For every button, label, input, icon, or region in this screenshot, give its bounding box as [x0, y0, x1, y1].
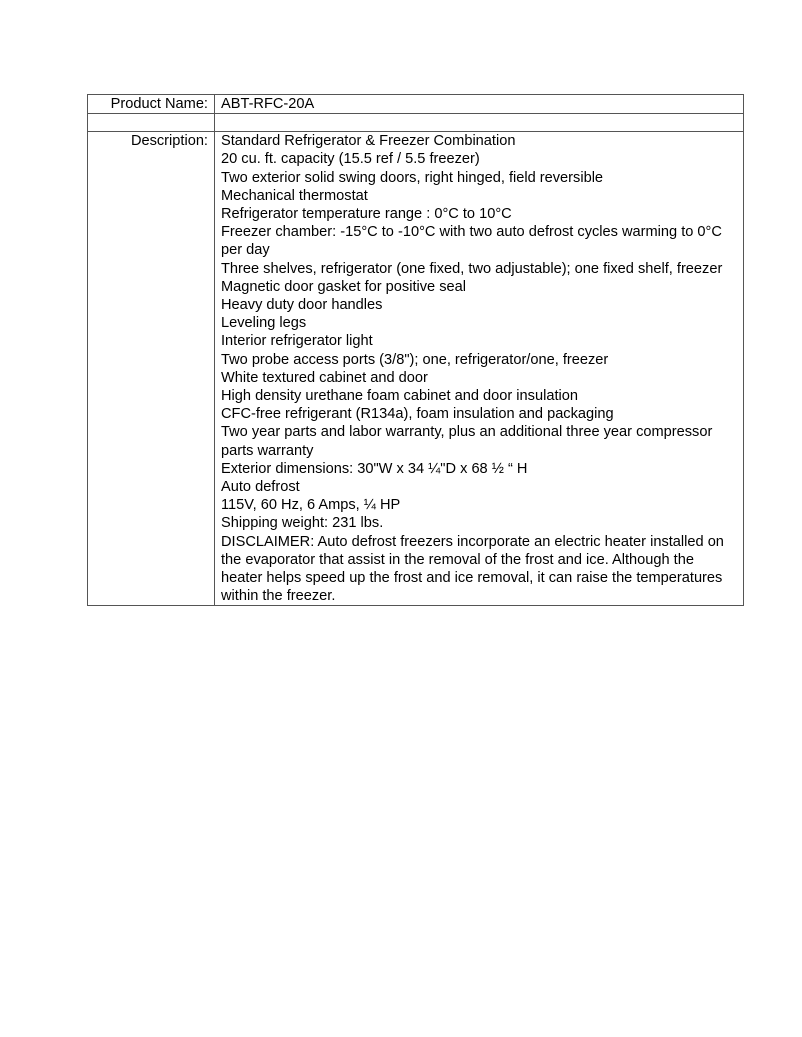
product-name-row	[88, 95, 744, 114]
product-spec-table	[87, 94, 744, 606]
description-line: Auto defrost	[221, 479, 300, 496]
description-line: Refrigerator temperature range : 0°C to 10°C	[221, 206, 512, 223]
description-line: Exterior dimensions: 30"W x 34 ¼"D x 68 ½ “ H	[221, 460, 528, 477]
description-line: Magnetic door gasket for positive seal	[221, 278, 466, 295]
description-line: Two year parts and labor warranty, plus an additional three year compressor parts warranty	[221, 424, 713, 459]
description-row	[88, 132, 744, 606]
description-line: 115V, 60 Hz, 6 Amps, ¼ HP	[221, 497, 401, 514]
spacer-cell-label	[88, 114, 215, 132]
description-label: Description:	[88, 132, 215, 606]
description-line: Mechanical thermostat	[221, 187, 368, 204]
description-line: Standard Refrigerator & Freezer Combination	[221, 133, 516, 150]
description-line: High density urethane foam cabinet and door insulation	[221, 388, 578, 405]
disclaimer-text: DISCLAIMER: Auto defrost freezers incorporate an electric heater installed on the evaporator that assist in the removal of the frost and ice. Although the heater helps speed up the frost and ice removal, it can raise the temperatures within the freezer.	[221, 533, 724, 605]
description-line: Two exterior solid swing doors, right hinged, field reversible	[221, 169, 604, 186]
product-name-label: Product Name:	[88, 95, 215, 114]
description-line: Shipping weight: 231 lbs.	[221, 515, 384, 532]
description-line: White textured cabinet and door	[221, 369, 428, 386]
spacer-cell-value	[215, 114, 744, 132]
description-line: Freezer chamber: -15°C to -10°C with two auto defrost cycles warming to 0°C per day	[221, 224, 722, 259]
description-line: Heavy duty door handles	[221, 297, 383, 314]
product-name-value: ABT-RFC-20A	[215, 95, 744, 114]
description-line: CFC-free refrigerant (R134a), foam insulation and packaging	[221, 406, 614, 423]
spacer-row	[88, 114, 744, 132]
description-line: Interior refrigerator light	[221, 333, 373, 350]
description-line: Two probe access ports (3/8"); one, refrigerator/one, freezer	[221, 351, 609, 368]
description-line: 20 cu. ft. capacity (15.5 ref / 5.5 freezer)	[221, 151, 480, 168]
description-line: Leveling legs	[221, 315, 307, 332]
description-line: Three shelves, refrigerator (one fixed, two adjustable); one fixed shelf, freezer	[221, 260, 723, 277]
description-value	[215, 132, 744, 606]
